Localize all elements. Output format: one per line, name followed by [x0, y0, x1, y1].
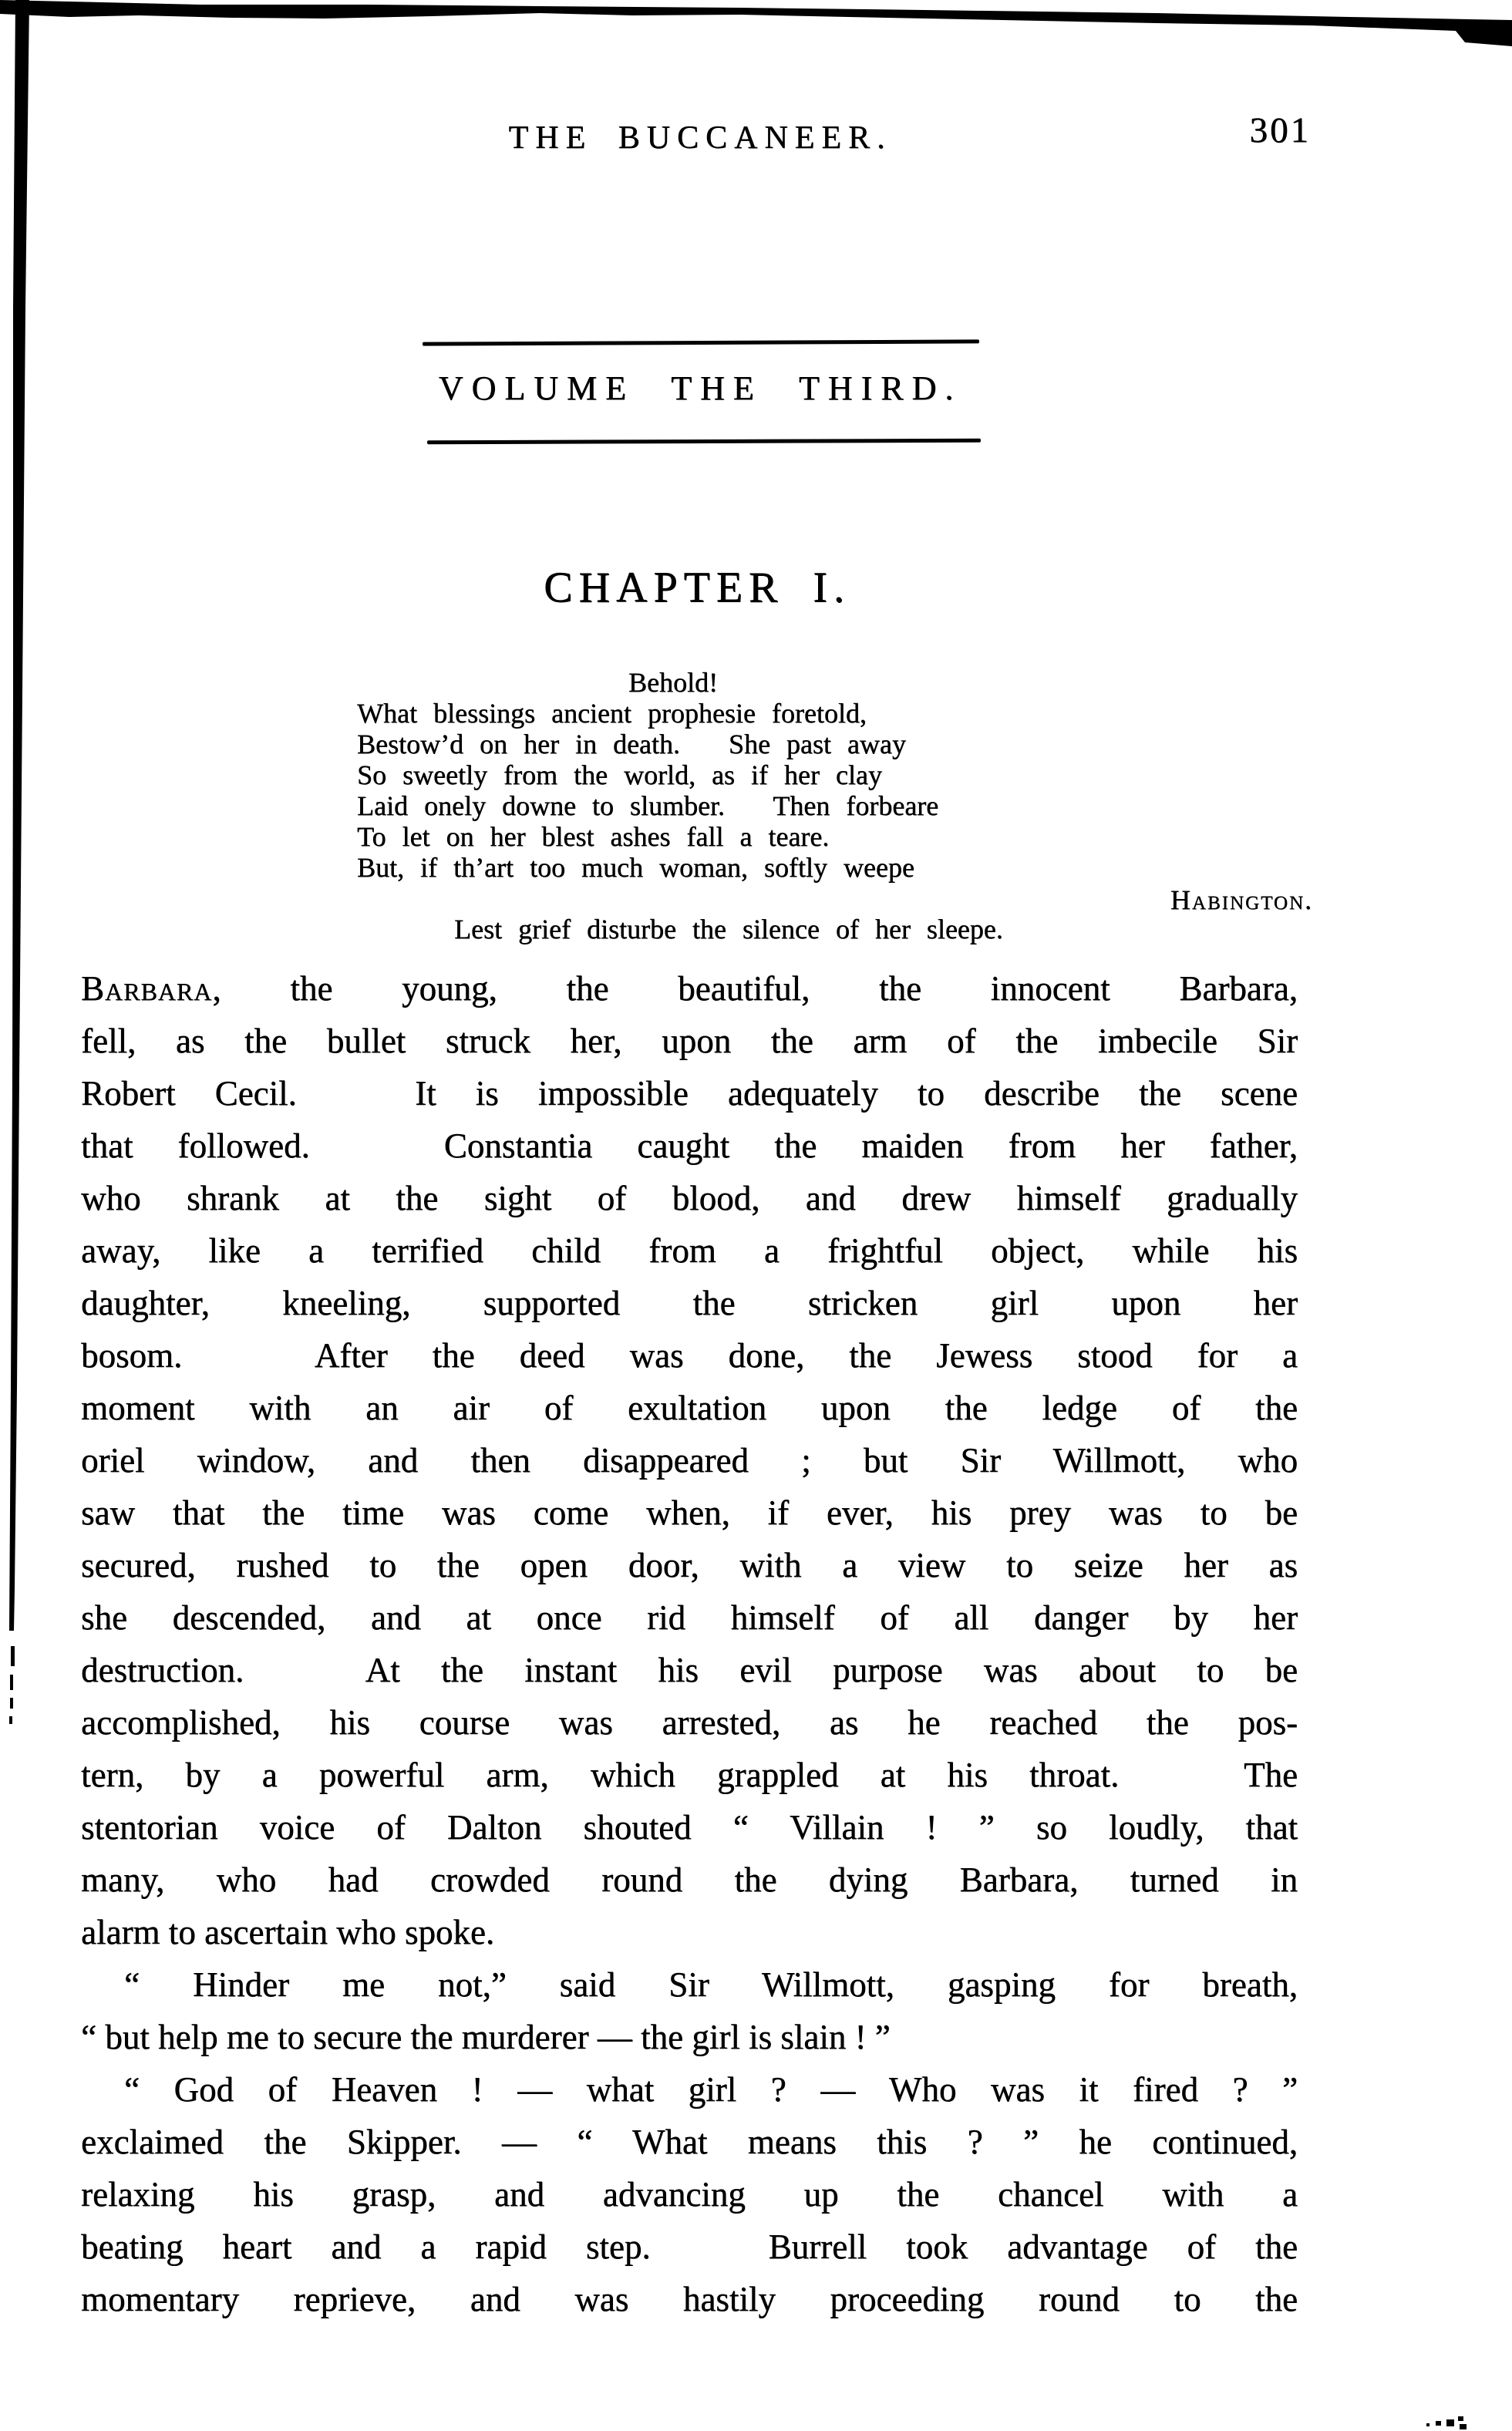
body-line: momentary reprieve, and was hastily proceeding round to the: [81, 2280, 1298, 2318]
body-line: moment with an air of exultation upon the ledge of the: [81, 1389, 1298, 1427]
body-line: bosom. After the deed was done, the Jewess stood for a: [81, 1336, 1298, 1375]
body-line: [81, 962, 1298, 1015]
body-line: Robert Cecil. It is impossible adequately to describe the scene: [81, 1074, 1298, 1113]
running-header-title: THE BUCCANEER.: [508, 120, 892, 156]
epigraph-line-text: Lest grief disturbe the silence of her sleepe.: [454, 914, 1003, 944]
body-text: [81, 962, 1298, 2325]
volume-top-rule: [423, 339, 979, 345]
epigraph-line: What blessings ancient prophesie foretold,: [357, 698, 867, 729]
body-line: beating heart and a rapid step. Burrell took advantage of the: [81, 2227, 1298, 2266]
body-line: daughter, kneeling, supported the stricken girl upon her: [81, 1284, 1298, 1322]
epigraph-line: Bestow’d on her in death. She past away: [357, 729, 906, 759]
epigraph-opening: Behold!: [628, 667, 718, 698]
lead-word-smallcaps: Barbara: [81, 969, 213, 1008]
body-line: away, like a terrified child from a frightful object, while his: [81, 1231, 1298, 1270]
body-line: she descended, and at once rid himself of all danger by her: [81, 1598, 1298, 1637]
epigraph-line: So sweetly from the world, as if her clay: [357, 759, 882, 790]
body-line: accomplished, his course was arrested, as he reached the pos-: [81, 1703, 1298, 1742]
epigraph-line: But, if th’art too much woman, softly weepe: [357, 852, 914, 883]
body-line: exclaimed the Skipper. — “ What means this ? ” he continued,: [81, 2123, 1298, 2161]
body-line: oriel window, and then disappeared ; but Sir Willmott, who: [81, 1441, 1298, 1480]
body-line: alarm to ascertain who spoke.: [81, 1913, 495, 1951]
body-line: fell, as the bullet struck her, upon the arm of the imbecile Sir: [81, 1022, 1298, 1060]
body-line: “ Hinder me not,” said Sir Willmott, gasping for breath,: [124, 1965, 1298, 2004]
epigraph: [357, 667, 1313, 1006]
body-line: many, who had crowded round the dying Barbara, turned in: [81, 1860, 1298, 1899]
volume-heading: VOLUME THE THIRD.: [438, 369, 962, 407]
epigraph-attribution: Habington.: [1170, 884, 1313, 915]
body-line-text: , the young, the beautiful, the innocent Barbara,: [212, 969, 1298, 1008]
body-line: secured, rushed to the open door, with a view to seize her as: [81, 1546, 1298, 1584]
body-line: that followed. Constantia caught the maiden from her father,: [81, 1126, 1298, 1165]
epigraph-line: To let on her blest ashes fall a teare.: [357, 821, 830, 852]
volume-bottom-rule: [427, 439, 981, 445]
body-line: destruction. At the instant his evil purpose was about to be: [81, 1651, 1298, 1689]
body-line: “ but help me to secure the murderer — the girl is slain ! ”: [81, 2018, 891, 2056]
body-line: stentorian voice of Dalton shouted “ Villain ! ” so loudly, that: [81, 1808, 1298, 1847]
body-line: tern, by a powerful arm, which grappled at his throat. The: [81, 1756, 1298, 1794]
body-line: who shrank at the sight of blood, and drew himself gradually: [81, 1179, 1298, 1217]
chapter-heading: CHAPTER I.: [544, 564, 850, 611]
page-number: 301: [1249, 110, 1311, 150]
body-line: relaxing his grasp, and advancing up the chancel with a: [81, 2175, 1298, 2214]
epigraph-line: Laid onely downe to slumber. Then forbeare: [357, 790, 939, 821]
body-line: saw that the time was come when, if ever, his prey was to be: [81, 1493, 1298, 1532]
body-line: “ God of Heaven ! — what girl ? — Who was it fired ? ”: [124, 2070, 1298, 2109]
